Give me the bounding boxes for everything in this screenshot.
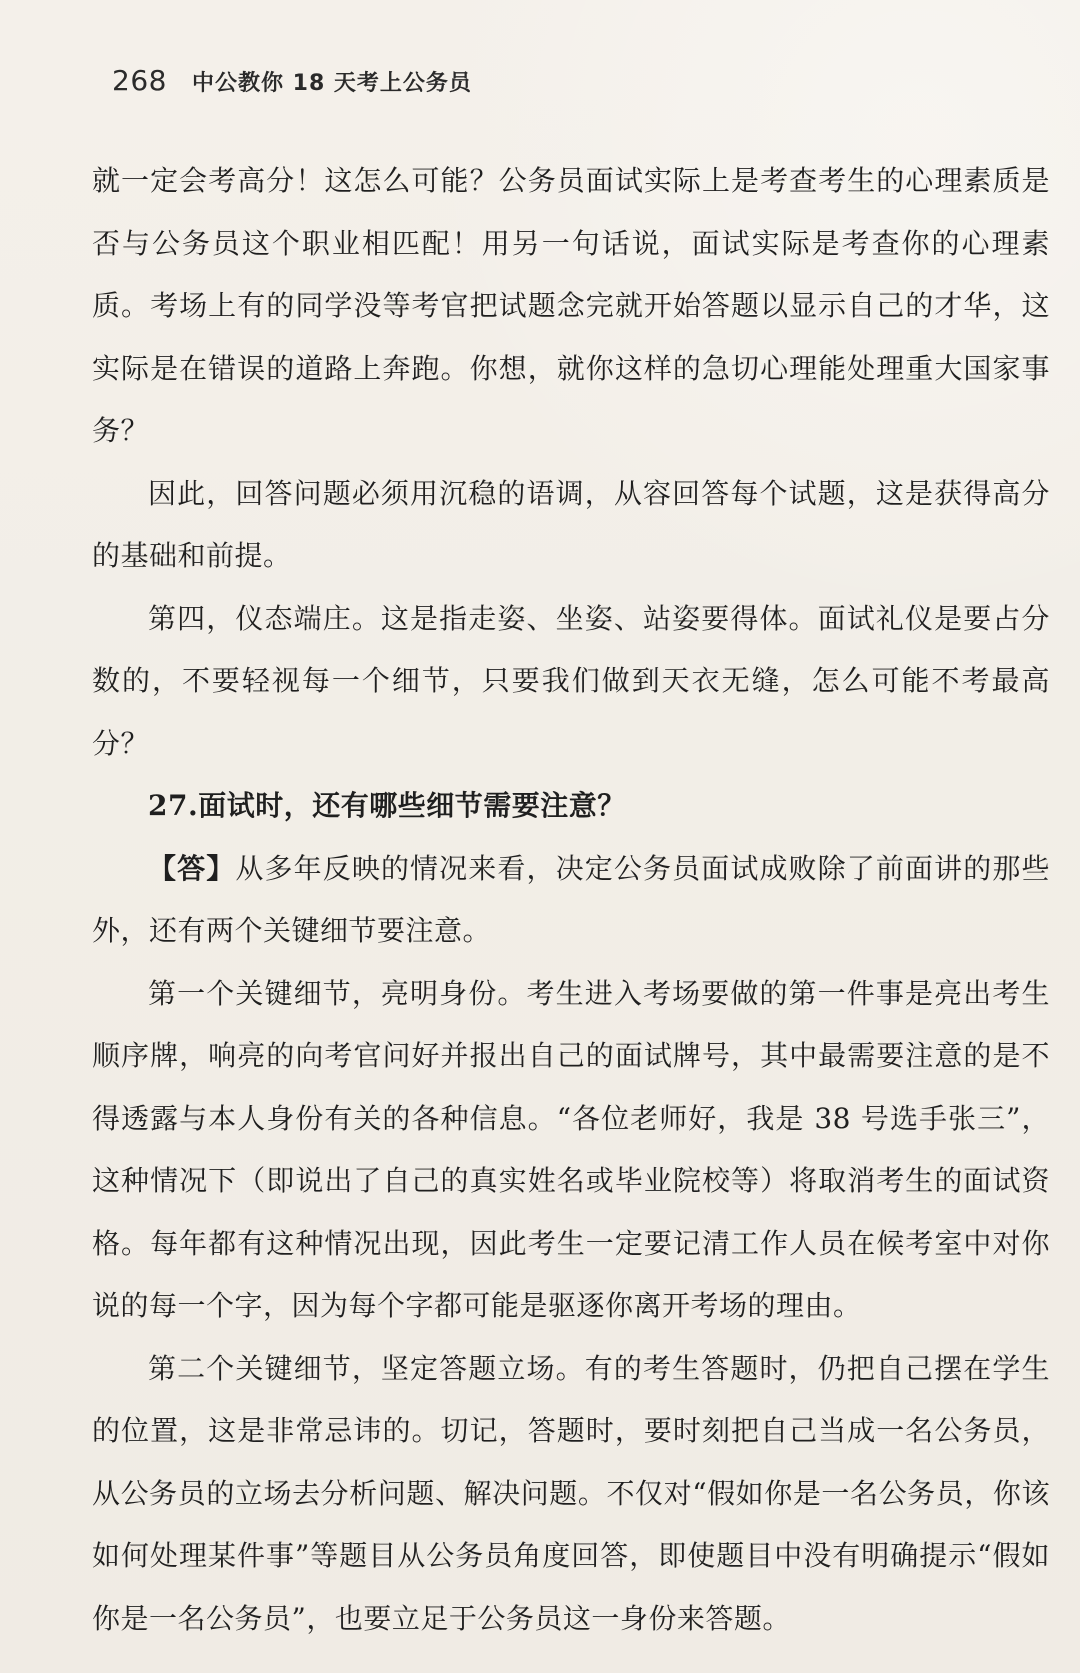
paragraph-5: 第二个关键细节，坚定答题立场。有的考生答题时，仍把自己摆在学生的位置，这是非常忌讳的。切记，答题时，要时刻把自己当成一名公务员，从公务员的立场去分析问题、解决问题。不仅对“假如你是一名公务员，你该如何处理某件事”等题目从公务员角度回答，即使题目中没有明确提示“假如你是一名公务员”，也要立足于公务员这一身份来答题。	[92, 1351, 1050, 1635]
paragraph-2: 因此，回答问题必须用沉稳的语调，从容回答每个试题，这是获得高分的基础和前提。	[92, 476, 1050, 572]
answer-text: 从多年反映的情况来看，决定公务员面试成败除了前面讲的那些外，还有两个关键细节要注意。	[92, 851, 1050, 947]
book-title: 中公教你 18 天考上公务员	[192, 71, 472, 96]
page-header	[94, 0, 1016, 150]
page-number: 268	[112, 64, 167, 97]
page-content	[92, 150, 1050, 1650]
paragraph-4: 第一个关键细节，亮明身份。考生进入考场要做的第一件事是亮出考生顺序牌，响亮的向考官问好并报出自己的面试牌号，其中最需要注意的是不得透露与本人身份有关的各种信息。“各位老师好，我是 38 号选手张三”，这种情况下（即说出了自己的真实姓名或毕业院校等）将取消考生的面试资格。每年都有这种情况出现，因此考生一定要记清工作人员在候考室中对你说的每一个字，因为每个字都可能是驱逐你离开考场的理由。	[92, 976, 1050, 1322]
answer-27	[92, 838, 1050, 963]
answer-label: 【答】	[148, 851, 236, 885]
paragraph-1: 就一定会考高分！这怎么可能？公务员面试实际上是考查考生的心理素质是否与公务员这个职业相匹配！用另一句话说，面试实际是考查你的心理素质。考场上有的同学没等考官把试题念完就开始答题以显示自己的才华，这实际是在错误的道路上奔跑。你想，就你这样的急切心理能处理重大国家事务？	[92, 164, 1050, 447]
paragraph-3: 第四，仪态端庄。这是指走姿、坐姿、站姿要得体。面试礼仪是要占分数的，不要轻视每一个细节，只要我们做到天衣无缝，怎么可能不考最高分？	[92, 601, 1050, 760]
question-27: 27.面试时，还有哪些细节需要注意？	[148, 789, 626, 822]
